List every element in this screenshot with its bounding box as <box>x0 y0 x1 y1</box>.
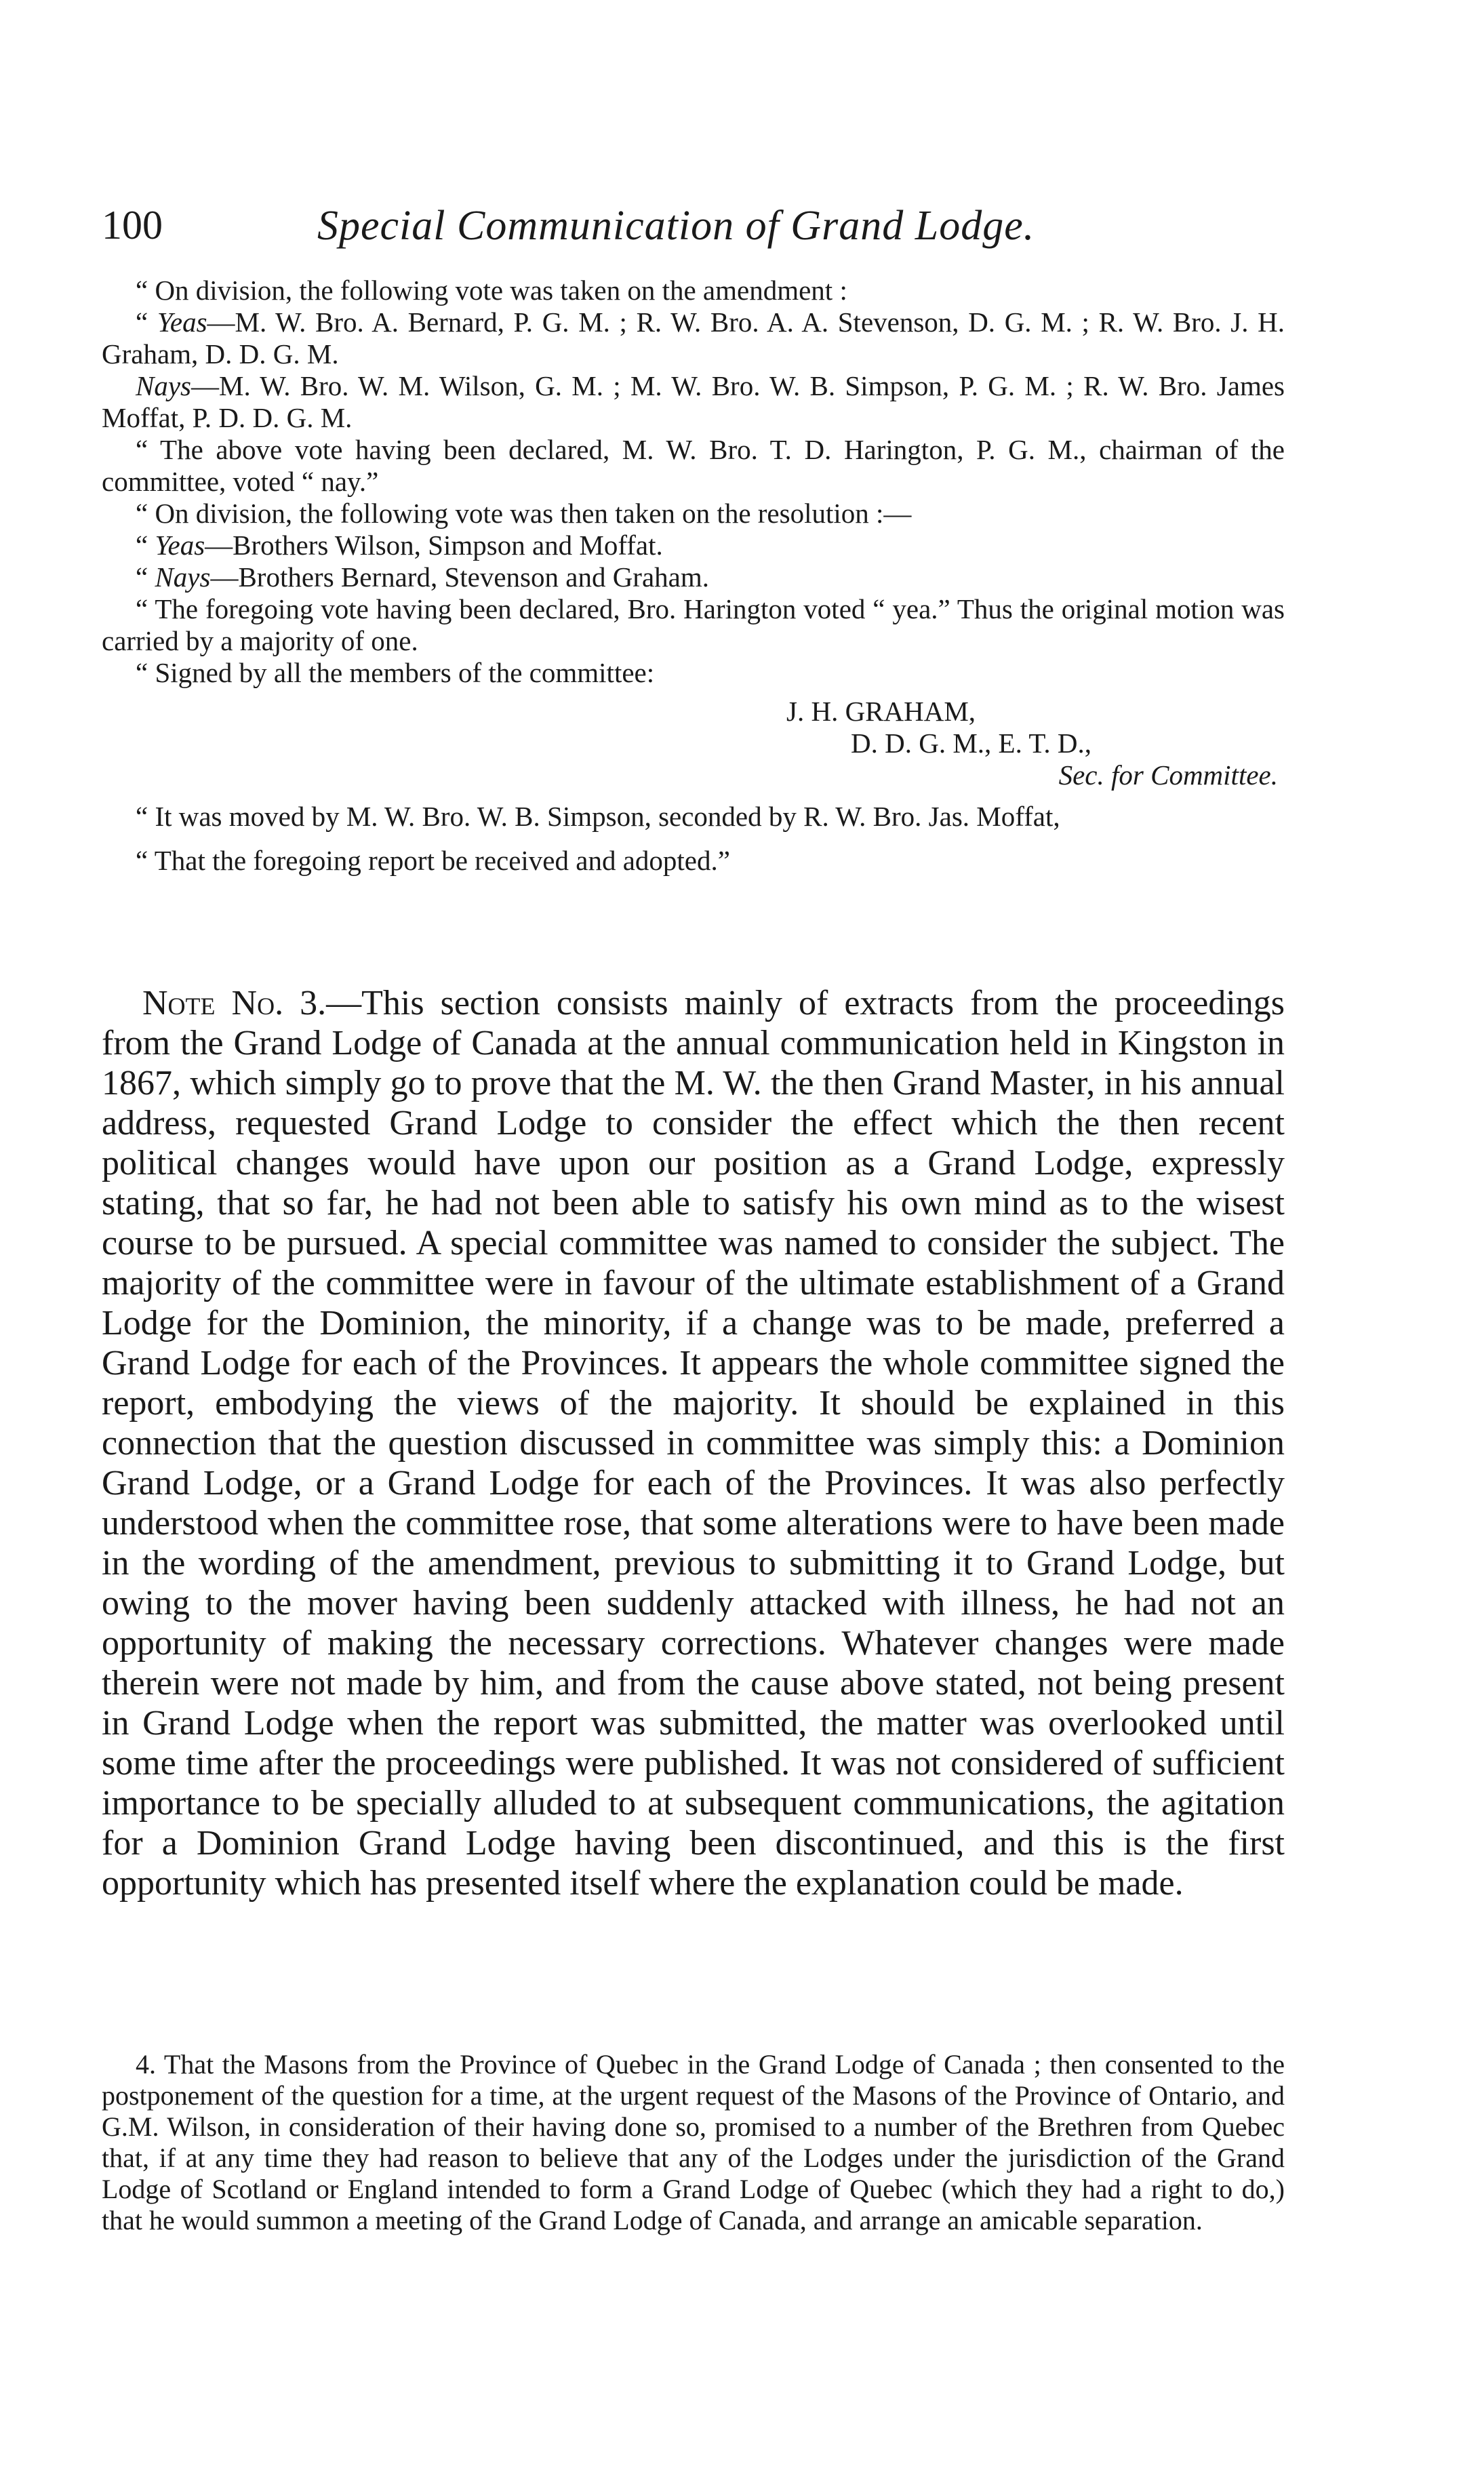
division-intro: “ On division, the following vote was taken on the amendment : <box>136 275 847 306</box>
note-paragraph <box>102 983 1285 1903</box>
yeas-amendment: “ Yeas—M. W. Bro. A. Bernard, P. G. M. ; R. W. Bro. A. A. Stevenson, D. G. M. ; R. W. Bro. J. H. Graham, D. D. G. M. <box>102 306 1285 370</box>
quoted-proceedings <box>102 275 1285 877</box>
yeas-label: Yeas <box>157 306 207 338</box>
above-vote-paragraph: “ The above vote having been declared, M. W. Bro. T. D. Harington, P. G. M., chairman of the committee, voted “ nay.” <box>102 434 1285 497</box>
page-number: 100 <box>102 203 163 247</box>
signature-titles: D. D. G. M., E. T. D., <box>851 728 1091 759</box>
running-title: Special Communication of Grand Lodge. <box>317 203 1035 249</box>
yeas-amendment-text: —M. W. Bro. A. Bernard, P. G. M. ; R. W. Bro. A. A. Stevenson, D. G. M. ; R. W. Bro. J. H. Graham, D. D. G. M. <box>102 306 1285 370</box>
signature-block <box>102 696 1285 791</box>
foregoing-vote-paragraph: “ The foregoing vote having been declared, Bro. Harington voted “ yea.” Thus the original motion was carried by a majority of one. <box>102 593 1285 656</box>
footnote-paragraph: 4. That the Masons from the Province of Quebec in the Grand Lodge of Canada ; then consented to the postponement of the question for a time, at the urgent request of the Masons of the Province of Ontario, and G.M. Wilson, in consideration of their having done so, promised to a number of the Brethren from Quebec that, if at any time they had reason to believe that any of the Lodges under the jurisdiction of the Grand Lodge of Scotland or England intended to form a Grand Lodge of Quebec (which they had a right to do,) that he would summon a meeting of the Grand Lodge of Canada, and arrange an amicable separation. <box>102 2049 1285 2235</box>
division-resolution: “ On division, the following vote was then taken on the resolution :— <box>136 498 912 529</box>
nays-resolution-text: —Brothers Bernard, Stevenson and Graham. <box>210 561 709 593</box>
nays-label: Nays <box>155 561 211 593</box>
signature-name: J. H. GRAHAM, <box>786 696 976 727</box>
yeas-label: Yeas <box>155 530 205 561</box>
note-body: —This section consists mainly of extracts from the proceedings from the Grand Lodge of Canada at the annual communication held in Kingston in 1867, which simply go to prove that the M. W. the then Grand Master, in his annual address, requested Grand Lodge to consider the effect which the then recent political changes would have upon our position as a Grand Lodge, expressly stating, that so far, he had not been able to satisfy his own mind as to the wisest course to be pursued. A special committee was named to consider the subject. The majority of the committee were in favour of the ultimate establishment of a Grand Lodge for the Dominion, the minority, if a change was to be made, preferred a Grand Lodge for each of the Provinces. It appears the whole committee signed the report, embodying the views of the majority. It should be explained in this connection that the question discussed in committee was simply this: a Dominion Grand Lodge, or a Grand Lodge for each of the Provinces. It was also perfectly understood when the committee rose, that some alterations were to have been made in the wording of the amendment, previous to submitting it to Grand Lodge, but owing to the mover having been suddenly attacked with illness, he had not an opportunity of making the necessary corrections. Whatever changes were made therein were not made by him, and from the cause above stated, not being present in Grand Lodge when the report was submitted, the matter was overlooked until some time after the proceedings were published. It was not considered of sufficient importance to be specially alluded to at subsequent communications, the agitation for a Dominion Grand Lodge having been discontinued, and this is the first opportunity which has presented itself where the explanation could be made. <box>102 984 1285 1903</box>
nays-label: Nays <box>136 370 191 401</box>
nays-amendment <box>102 370 1285 434</box>
yeas-resolution-text: —Brothers Wilson, Simpson and Moffat. <box>205 530 663 561</box>
nays-resolution: “ Nays—Brothers Bernard, Stevenson and Graham. <box>136 561 709 593</box>
signature-role: Sec. for Committee. <box>1058 759 1278 791</box>
received-line: “ That the foregoing report be received and adopted.” <box>136 845 730 876</box>
signed-line: “ Signed by all the members of the committee: <box>136 657 655 688</box>
note-heading: Note No. 3. <box>142 984 327 1022</box>
yeas-resolution: “ Yeas—Brothers Wilson, Simpson and Moffat. <box>136 530 663 561</box>
moved-line: “ It was moved by M. W. Bro. W. B. Simpson, seconded by R. W. Bro. Jas. Moffat, <box>136 801 1060 832</box>
nays-amendment-text: —M. W. Bro. W. M. Wilson, G. M. ; M. W. Bro. W. B. Simpson, P. G. M. ; R. W. Bro. James Moffat, P. D. D. G. M. <box>102 370 1285 433</box>
